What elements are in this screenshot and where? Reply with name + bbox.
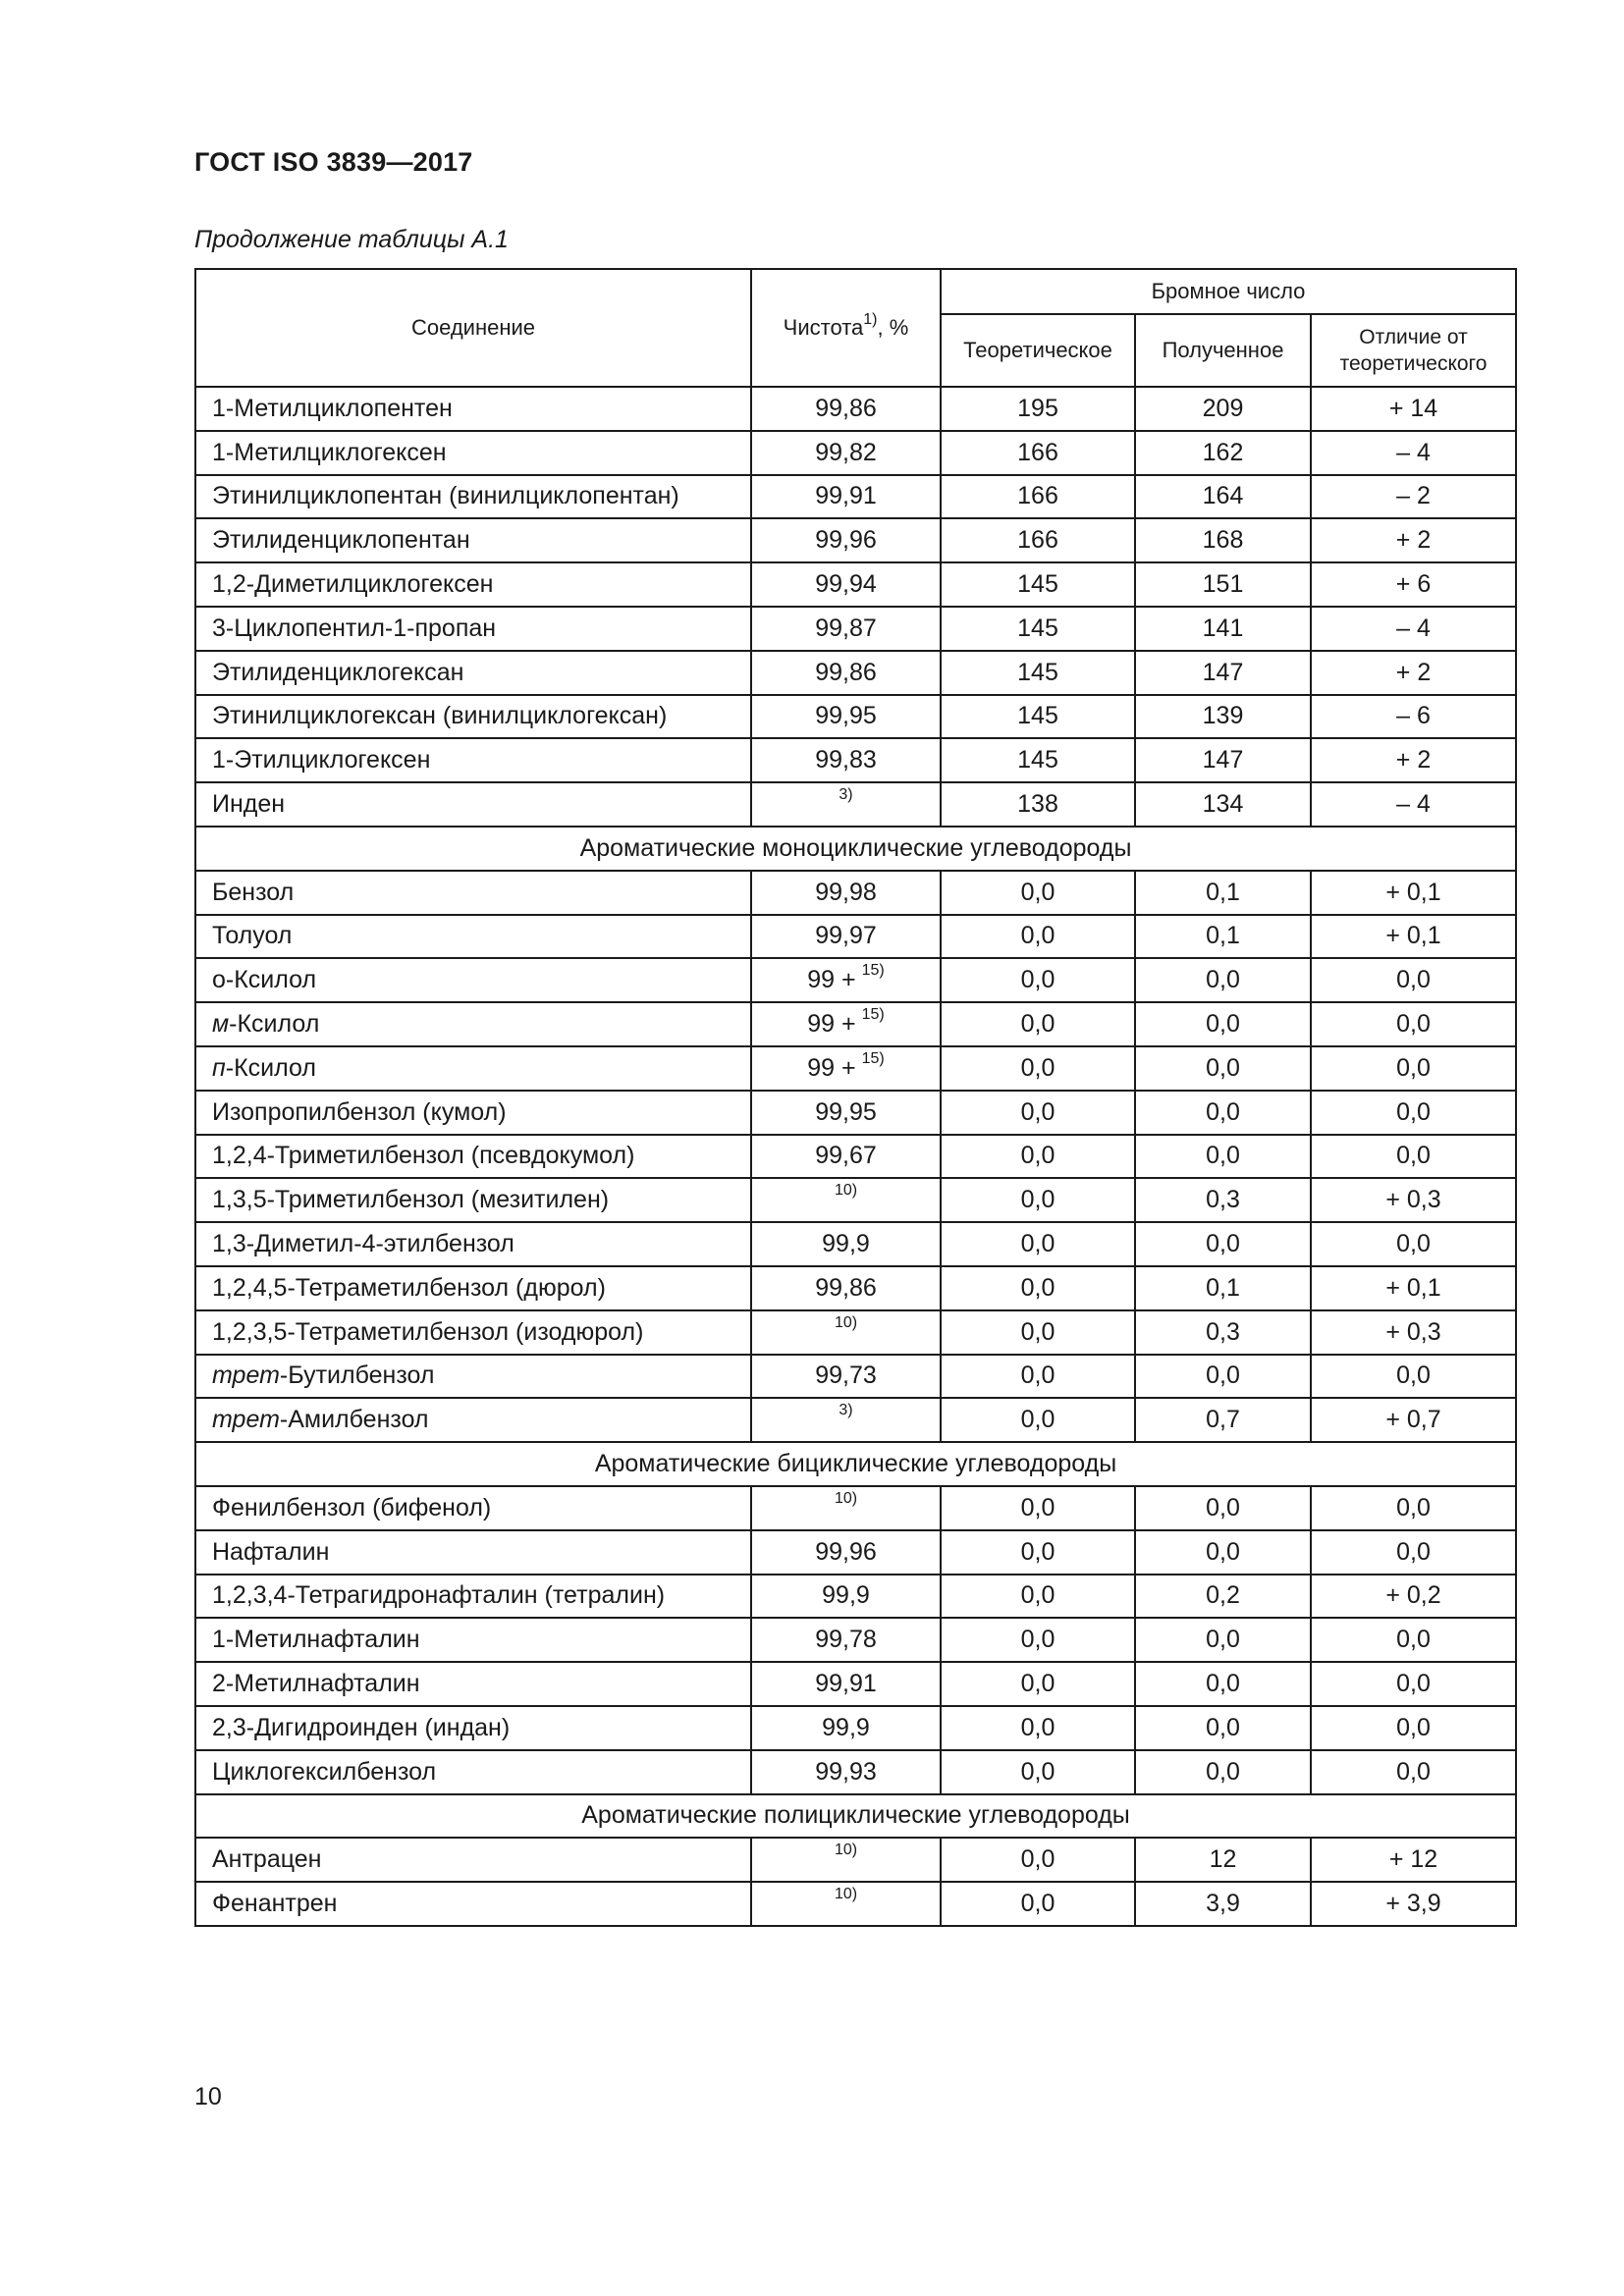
compound-name: 3-Циклопентил-1-пропан [212,614,497,642]
obtained-cell: 0,0 [1135,1046,1311,1091]
section-row [195,1794,1516,1839]
purity-cell [751,1662,941,1706]
compound-name: 1,2,3,5-Тетраметилбензол (изодюрол) [212,1317,644,1346]
compound-cell [195,1575,751,1619]
compound-cell [195,1838,751,1882]
difference-cell: 0,0 [1311,1046,1516,1091]
table-row [195,1750,1516,1794]
theoretical-cell: 0,0 [941,1662,1135,1706]
compound-cell [195,738,751,782]
purity-footnote: 3) [839,786,853,804]
compound-prefix: м [212,1010,230,1039]
difference-cell: + 14 [1311,387,1516,431]
compound-name: 1,3,5-Триметилбензол (мезитилен) [212,1186,610,1214]
section-row [195,827,1516,871]
table-row [195,958,1516,1002]
difference-cell: 0,0 [1311,1706,1516,1750]
purity-cell [751,607,941,651]
purity-cell [751,915,941,959]
table-caption: Продолжение таблицы А.1 [194,226,509,253]
theoretical-cell: 0,0 [941,1398,1135,1442]
compound-cell [195,518,751,562]
section-title: Ароматические моноциклические углеводороды [195,827,1516,871]
obtained-cell: 162 [1135,431,1311,475]
obtained-cell: 147 [1135,651,1311,695]
obtained-cell: 209 [1135,387,1311,431]
purity-cell [751,871,941,915]
purity-footnote: 3) [839,1402,853,1419]
obtained-cell: 0,0 [1135,1355,1311,1399]
purity-value: 99,86 [815,394,877,422]
purity-cell [751,1310,941,1355]
compound-name: 1,3-Диметил-4-этилбензол [212,1230,514,1258]
compound-name: 1-Метилциклогексен [212,438,447,466]
difference-cell: – 4 [1311,607,1516,651]
difference-cell: 0,0 [1311,1750,1516,1794]
compound-name: Этинилциклогексан (винилциклогексан) [212,702,668,730]
table-body [195,387,1516,1926]
table-row [195,1530,1516,1575]
table-row [195,871,1516,915]
purity-cell [751,1618,941,1662]
table-row [195,607,1516,651]
difference-cell: + 2 [1311,738,1516,782]
purity-cell [751,1046,941,1091]
difference-cell: + 0,1 [1311,915,1516,959]
compound-prefix: п [212,1053,226,1082]
purity-cell [751,695,941,739]
difference-cell: + 0,3 [1311,1310,1516,1355]
table-row [195,518,1516,562]
purity-cell [751,1530,941,1575]
theoretical-cell: 0,0 [941,1222,1135,1266]
purity-cell [751,387,941,431]
theoretical-cell: 0,0 [941,1486,1135,1530]
difference-cell: + 0,7 [1311,1398,1516,1442]
compound-cell [195,562,751,607]
purity-value: 99,91 [815,1670,877,1697]
purity-footnote: 15) [861,962,885,980]
theoretical-cell: 138 [941,782,1135,827]
purity-cell [751,1266,941,1310]
section-title: Ароматические бициклические углеводороды [195,1442,1516,1486]
compound-name: Толуол [212,922,293,950]
column-header-difference: Отличие от теоретического [1311,314,1516,387]
theoretical-cell: 0,0 [941,871,1135,915]
compound-name: 1-Метилнафталин [212,1626,420,1654]
purity-cell [751,1398,941,1442]
compound-name: 1,2,4-Триметилбензол (псевдокумол) [212,1142,635,1170]
compound-name: Фенантрен [212,1889,338,1917]
table-row [195,915,1516,959]
compound-cell [195,1706,751,1750]
compound-cell [195,695,751,739]
theoretical-cell: 0,0 [941,1355,1135,1399]
purity-cell [751,518,941,562]
obtained-cell: 0,0 [1135,1091,1311,1135]
purity-value: 99,96 [815,526,877,555]
bromine-number-table [194,268,1517,1927]
difference-cell: 0,0 [1311,1355,1516,1399]
purity-value: 99,9 [822,1230,870,1258]
difference-cell: 0,0 [1311,958,1516,1002]
difference-cell: 0,0 [1311,1662,1516,1706]
difference-cell: 0,0 [1311,1222,1516,1266]
theoretical-cell: 0,0 [941,915,1135,959]
difference-cell: 0,0 [1311,1002,1516,1046]
table-row [195,1178,1516,1222]
table-row [195,475,1516,519]
purity-unit: , % [877,314,909,340]
table-row [195,1618,1516,1662]
compound-cell [195,958,751,1002]
compound-name: 2-Метилнафталин [212,1670,420,1697]
compound-name: Антрацен [212,1845,322,1874]
compound-name: о-Ксилол [212,966,317,994]
compound-cell [195,1222,751,1266]
purity-cell [751,1178,941,1222]
table-row [195,1002,1516,1046]
compound-cell [195,1002,751,1046]
column-header-theoretical: Теоретическое [941,314,1135,387]
obtained-cell: 134 [1135,782,1311,827]
difference-cell: 0,0 [1311,1530,1516,1575]
difference-cell: 0,0 [1311,1091,1516,1135]
purity-footnote: 10) [834,1313,858,1331]
obtained-cell: 141 [1135,607,1311,651]
obtained-cell: 0,0 [1135,1706,1311,1750]
purity-value: 99,78 [815,1626,877,1654]
obtained-cell: 164 [1135,475,1311,519]
purity-cell [751,1091,941,1135]
compound-cell [195,1178,751,1222]
compound-name: Инден [212,790,286,819]
table-row [195,1662,1516,1706]
difference-cell: + 6 [1311,562,1516,607]
compound-name: Нафталин [212,1537,330,1566]
purity-footnote: 10) [834,1182,858,1200]
page-number: 10 [194,2083,222,2110]
table-row [195,738,1516,782]
purity-cell [751,958,941,1002]
compound-cell [195,1662,751,1706]
purity-footnote: 10) [834,1489,858,1507]
theoretical-cell: 0,0 [941,1575,1135,1619]
purity-footnote: 1) [863,310,878,328]
purity-value: 99 + [807,1053,856,1082]
compound-name: 1-Метилциклопентен [212,394,453,422]
difference-cell: – 6 [1311,695,1516,739]
difference-cell: + 2 [1311,518,1516,562]
theoretical-cell: 0,0 [941,1750,1135,1794]
table-row [195,1486,1516,1530]
table-row [195,1882,1516,1926]
purity-cell [751,1575,941,1619]
table-row [195,695,1516,739]
theoretical-cell: 0,0 [941,1706,1135,1750]
purity-footnote: 15) [861,1049,885,1067]
difference-cell: – 4 [1311,782,1516,827]
table-row [195,1266,1516,1310]
obtained-cell: 0,3 [1135,1310,1311,1355]
compound-name: -Ксилол [229,1010,320,1039]
purity-value: 99,82 [815,438,877,466]
compound-cell [195,915,751,959]
purity-cell [751,1135,941,1179]
theoretical-cell: 0,0 [941,1178,1135,1222]
compound-cell [195,1355,751,1399]
theoretical-cell: 145 [941,562,1135,607]
compound-name: 1,2,3,4-Тетрагидронафталин (тетралин) [212,1581,666,1610]
compound-cell [195,1618,751,1662]
purity-value: 99,87 [815,614,877,642]
section-title: Ароматические полициклические углеводороды [195,1794,1516,1839]
compound-name: Фенилбензол (бифенол) [212,1493,492,1522]
obtained-cell: 0,0 [1135,1135,1311,1179]
compound-name: -Ксилол [225,1053,316,1082]
compound-prefix: трет [212,1362,280,1390]
section-row [195,1442,1516,1486]
difference-cell: + 0,2 [1311,1575,1516,1619]
theoretical-cell: 145 [941,738,1135,782]
purity-value: 99,97 [815,922,877,950]
purity-footnote: 10) [834,1842,858,1859]
difference-cell: + 2 [1311,651,1516,695]
obtained-cell: 139 [1135,695,1311,739]
purity-value: 99,93 [815,1757,877,1786]
table-row [195,1838,1516,1882]
table-row [195,782,1516,827]
purity-value: 99,98 [815,878,877,906]
compound-cell [195,1046,751,1091]
obtained-cell: 0,0 [1135,1222,1311,1266]
compound-cell [195,607,751,651]
obtained-cell: 0,7 [1135,1398,1311,1442]
compound-name: 2,3-Дигидроинден (индан) [212,1713,511,1741]
compound-cell [195,431,751,475]
theoretical-cell: 0,0 [941,1046,1135,1091]
theoretical-cell: 166 [941,518,1135,562]
purity-value: 99,67 [815,1142,877,1170]
difference-cell: 0,0 [1311,1135,1516,1179]
purity-footnote: 15) [861,1006,885,1024]
compound-cell [195,1266,751,1310]
theoretical-cell: 0,0 [941,1618,1135,1662]
compound-name: Этилиденциклопентан [212,526,470,555]
purity-cell [751,782,941,827]
table-row [195,1222,1516,1266]
theoretical-cell: 0,0 [941,1091,1135,1135]
compound-cell [195,1310,751,1355]
compound-name: 1-Этилциклогексен [212,746,431,774]
table-row [195,431,1516,475]
purity-cell [751,1002,941,1046]
difference-cell: – 4 [1311,431,1516,475]
difference-cell: + 0,1 [1311,1266,1516,1310]
purity-cell [751,1750,941,1794]
compound-cell [195,1530,751,1575]
purity-cell [751,562,941,607]
table-row [195,1575,1516,1619]
obtained-cell: 0,0 [1135,958,1311,1002]
obtained-cell: 168 [1135,518,1311,562]
compound-cell [195,1398,751,1442]
table-header [195,269,1516,387]
difference-cell: + 12 [1311,1838,1516,1882]
compound-prefix: трет [212,1406,280,1434]
theoretical-cell: 0,0 [941,1530,1135,1575]
obtained-cell: 0,0 [1135,1618,1311,1662]
theoretical-cell: 145 [941,607,1135,651]
purity-value: 99,91 [815,482,877,510]
purity-footnote: 10) [834,1885,858,1902]
obtained-cell: 0,1 [1135,871,1311,915]
compound-name: Бензол [212,878,295,906]
compound-cell [195,651,751,695]
compound-cell [195,1091,751,1135]
table-row [195,1091,1516,1135]
compound-cell [195,1750,751,1794]
obtained-cell: 0,0 [1135,1662,1311,1706]
column-header-purity [751,269,941,387]
column-header-compound: Соединение [195,269,751,387]
table-row [195,1310,1516,1355]
difference-cell: + 0,1 [1311,871,1516,915]
purity-cell [751,1355,941,1399]
obtained-cell: 3,9 [1135,1882,1311,1926]
compound-name: Этилиденциклогексан [212,658,464,686]
compound-name: -Бутилбензол [279,1362,435,1390]
purity-cell [751,651,941,695]
purity-value: 99 + [807,1010,856,1039]
table-row [195,1398,1516,1442]
compound-cell [195,475,751,519]
compound-name: Изопропилбензол (кумол) [212,1097,507,1126]
compound-cell [195,871,751,915]
purity-value: 99,86 [815,658,877,686]
purity-value: 99,86 [815,1273,877,1302]
obtained-cell: 12 [1135,1838,1311,1882]
purity-value: 99 + [807,966,856,994]
compound-cell [195,1882,751,1926]
difference-cell: + 3,9 [1311,1882,1516,1926]
purity-cell [751,1706,941,1750]
difference-cell: – 2 [1311,475,1516,519]
difference-cell: 0,0 [1311,1618,1516,1662]
purity-cell [751,738,941,782]
obtained-cell: 0,3 [1135,1178,1311,1222]
obtained-cell: 0,1 [1135,915,1311,959]
column-header-obtained: Полученное [1135,314,1311,387]
table-row [195,1046,1516,1091]
obtained-cell: 0,0 [1135,1486,1311,1530]
table-row [195,651,1516,695]
purity-cell [751,1882,941,1926]
obtained-cell: 0,0 [1135,1750,1311,1794]
compound-cell [195,782,751,827]
obtained-cell: 147 [1135,738,1311,782]
compound-cell [195,1486,751,1530]
theoretical-cell: 195 [941,387,1135,431]
theoretical-cell: 166 [941,475,1135,519]
table-row [195,1355,1516,1399]
obtained-cell: 0,0 [1135,1530,1311,1575]
purity-value: 99,9 [822,1713,870,1741]
purity-value: 99,73 [815,1362,877,1390]
theoretical-cell: 0,0 [941,1310,1135,1355]
compound-name: 1,2,4,5-Тетраметилбензол (дюрол) [212,1273,606,1302]
theoretical-cell: 0,0 [941,1002,1135,1046]
purity-cell [751,431,941,475]
theoretical-cell: 0,0 [941,958,1135,1002]
column-header-bromine-number: Бромное число [941,269,1516,314]
purity-cell [751,1222,941,1266]
theoretical-cell: 0,0 [941,1135,1135,1179]
obtained-cell: 0,0 [1135,1002,1311,1046]
theoretical-cell: 145 [941,695,1135,739]
purity-value: 99,9 [822,1581,870,1610]
compound-name: Этинилциклопентан (винилциклопентан) [212,482,679,510]
theoretical-cell: 0,0 [941,1882,1135,1926]
compound-cell [195,387,751,431]
table-row [195,562,1516,607]
purity-cell [751,475,941,519]
theoretical-cell: 0,0 [941,1266,1135,1310]
obtained-cell: 151 [1135,562,1311,607]
compound-name: Циклогексилбензол [212,1757,437,1786]
theoretical-cell: 145 [941,651,1135,695]
compound-name: -Амилбензол [279,1406,429,1434]
purity-value: 99,96 [815,1537,877,1566]
purity-label: Чистота [783,314,864,340]
theoretical-cell: 0,0 [941,1838,1135,1882]
purity-value: 99,94 [815,570,877,599]
document-header: ГОСТ ISO 3839—2017 [194,147,473,177]
purity-value: 99,95 [815,702,877,730]
obtained-cell: 0,1 [1135,1266,1311,1310]
difference-cell: 0,0 [1311,1486,1516,1530]
difference-cell: + 0,3 [1311,1178,1516,1222]
purity-value: 99,83 [815,746,877,774]
compound-name: 1,2-Диметилциклогексен [212,570,494,599]
compound-cell [195,1135,751,1179]
purity-cell [751,1838,941,1882]
purity-value: 99,95 [815,1097,877,1126]
table-row [195,1135,1516,1179]
purity-cell [751,1486,941,1530]
theoretical-cell: 166 [941,431,1135,475]
table-row [195,387,1516,431]
obtained-cell: 0,2 [1135,1575,1311,1619]
table-row [195,1706,1516,1750]
